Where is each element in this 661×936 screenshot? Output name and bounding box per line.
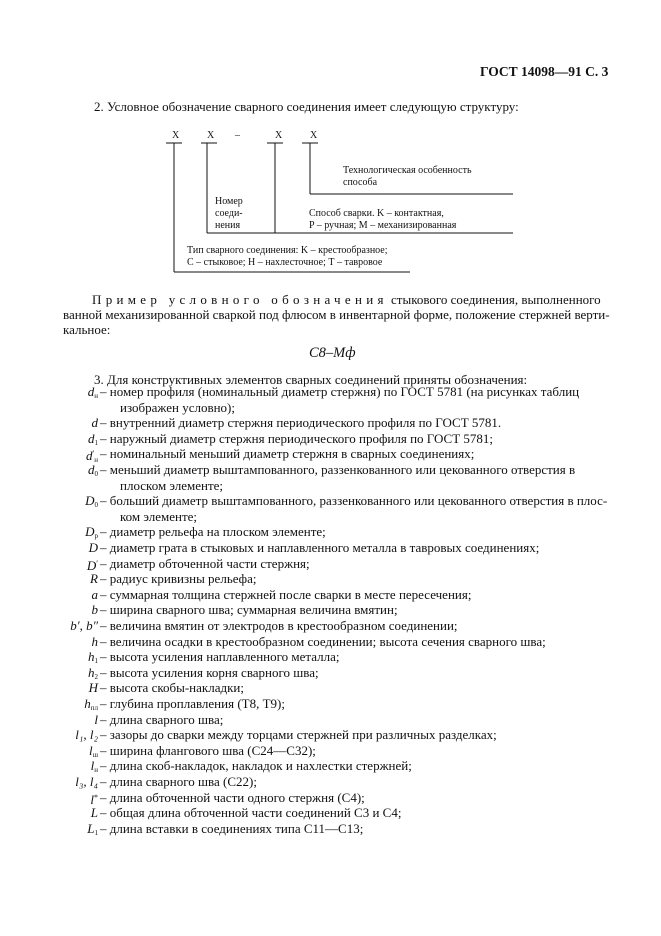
- symbol-letter: R: [90, 571, 98, 587]
- symbol-letter: d: [87, 384, 95, 399]
- example-lead: Пример условного обозначения: [92, 292, 388, 307]
- label-method-line1: Способ сварки. K – контактная,: [309, 208, 444, 219]
- symbol-letter: L: [90, 805, 98, 821]
- symbol-subscript: 0: [94, 470, 98, 478]
- symbol-letter: l: [90, 791, 94, 807]
- symbol-25: [87, 821, 98, 841]
- symbol-definition-6-0: – диаметр рельефа на плоском элементе;: [100, 524, 326, 540]
- label-tech-line2: способа: [343, 177, 378, 188]
- label-type-line2: С – стыковое; Н – нахлесточное; Т – тавровое: [187, 257, 383, 268]
- page-header: ГОСТ 14098—91 С. 3: [480, 64, 609, 79]
- symbol-subscript: н: [94, 456, 98, 465]
- symbol-23: [90, 790, 98, 807]
- symbol-letter: h: [84, 696, 91, 711]
- symbol-definition-9-0: – радиус кривизны рельефа;: [100, 571, 257, 587]
- symbol-definition-4-0: – меньший диаметр выштампованного, раззенкованного или цекованного отверстия в: [100, 462, 576, 477]
- symbol-definition-5-0: – больший диаметр выштампованного, раззенкованного или цекованного отверстия в плос-: [100, 493, 608, 509]
- label-method-line2: P – ручная; M – механизированная: [309, 220, 457, 231]
- section-2-intro: 2. Условное обозначение сварного соединения имеет следующую структуру:: [94, 99, 519, 114]
- symbol-letter: d: [88, 462, 95, 477]
- symbol-letter: l₁, l₂: [75, 727, 98, 743]
- symbol-4: [88, 462, 98, 482]
- symbol-definition-7-0: – диаметр грата в стыковых и наплавленного металла в тавровых соединениях;: [100, 540, 540, 555]
- symbol-19: [75, 727, 98, 742]
- label-number-line3: нения: [215, 220, 241, 231]
- symbol-13: [92, 634, 99, 649]
- symbol-definition-5-1: ком элементе;: [120, 508, 198, 524]
- symbol-definition-8-0: – диаметр обточенной части стержня;: [100, 555, 310, 571]
- symbol-11: [92, 602, 99, 617]
- symbol-subscript: 1: [94, 438, 98, 447]
- example-code: C8–Mф: [309, 345, 356, 361]
- symbol-definition-16-0: – высота скобы-накладки;: [100, 680, 244, 696]
- symbol-definition-19-0: – зазоры до сварки между торцами стержней при различных разделках;: [100, 727, 497, 743]
- symbol-letter: h: [88, 649, 95, 665]
- symbol-letter: d: [91, 415, 98, 431]
- label-type-line1: Тип сварного соединения: K – крестообразное;: [187, 245, 388, 256]
- symbol-definition-23-0: – длина обточенной части одного стержня (С4);: [100, 789, 365, 805]
- symbol-5: [85, 493, 98, 513]
- symbol-subscript: 1: [94, 657, 98, 666]
- symbol-definition-17-0: – глубина проплавления (Т8, Т9);: [100, 696, 285, 711]
- symbol-letter: L: [87, 820, 95, 836]
- symbol-definition-20-0: – ширина флангового шва (С24—С32);: [100, 742, 316, 758]
- x-mark-1: X: [172, 130, 180, 141]
- symbol-definition-11-0: – ширина сварного шва; суммарная величина вмятин;: [100, 602, 398, 618]
- symbol-22: [75, 774, 98, 789]
- symbol-definition-2-0: – наружный диаметр стержня периодического профиля по ГОСТ 5781;: [100, 430, 494, 446]
- symbol-letter: h: [91, 633, 98, 649]
- symbol-letter: D: [88, 540, 98, 555]
- symbol-definition-3-0: – номинальный меньший диаметр стержня в сварных соединениях;: [100, 446, 475, 462]
- symbol-definition-4-1: плоском элементе;: [120, 477, 224, 493]
- symbol-letter: l: [94, 711, 98, 727]
- symbol-definition-18-0: – длина сварного шва;: [100, 711, 224, 727]
- symbol-letter: l: [90, 758, 95, 774]
- x-mark-4: X: [310, 130, 318, 141]
- symbol-definition-15-0: – высота усиления корня сварного шва;: [100, 664, 319, 680]
- symbol-10: [92, 587, 99, 602]
- symbol-definition-21-0: – длина скоб-накладок, накладок и нахлестки стержней;: [100, 758, 412, 774]
- symbol-definition-25-0: – длина вставки в соединениях типа С11—С13;: [100, 820, 364, 836]
- label-number-line2: соеди-: [215, 208, 243, 219]
- symbol-subscript: н: [94, 392, 98, 400]
- symbol-letter: D: [85, 493, 95, 509]
- symbol-letter: D: [85, 524, 95, 540]
- symbol-letter: h: [88, 664, 95, 680]
- example-line-1-rest: стыкового соединения, выполненного: [391, 292, 601, 307]
- symbol-superscript: *: [94, 792, 98, 802]
- symbol-definition-13-0: – величина осадки в крестообразном соединении; высота сечения сварного шва;: [100, 633, 546, 649]
- symbol-definition-22-0: – длина сварного шва (С22);: [100, 774, 257, 789]
- x-mark-2: X: [207, 130, 215, 141]
- symbol-definition-24-0: – общая длина обточенной части соединений С3 и С4;: [100, 805, 402, 821]
- symbol-superscript: ′: [96, 558, 98, 568]
- symbol-definition-0-1: изображен условно);: [120, 399, 235, 415]
- symbol-letter: b′, b″: [70, 618, 98, 633]
- symbol-letter: D: [86, 557, 97, 573]
- label-tech-line1: Технологическая особенность: [343, 165, 472, 176]
- symbol-9: [90, 571, 98, 586]
- symbol-letter: l₃, l₄: [75, 774, 98, 789]
- symbol-18: [94, 712, 98, 727]
- label-number-line1: Номер: [215, 196, 243, 207]
- symbol-subscript: пл: [90, 704, 98, 712]
- symbol-letter: d: [88, 430, 95, 446]
- symbol-subscript: ш: [92, 750, 98, 759]
- symbol-letter: a: [91, 586, 98, 602]
- symbol-8: [87, 556, 98, 573]
- symbol-16: [89, 680, 98, 695]
- symbol-0: [88, 384, 98, 404]
- symbol-24: [91, 805, 98, 820]
- symbol-letter: H: [88, 680, 98, 696]
- symbol-definition-10-0: – суммарная толщина стержней после сварки в месте пересечения;: [100, 586, 472, 602]
- symbol-letter: d: [86, 448, 93, 464]
- symbol-subscript: 2: [94, 672, 98, 681]
- example-line-2: ванной механизированной сваркой под флюсом в инвентарной форме, положение стержней верти-: [63, 307, 610, 322]
- symbol-7: [89, 540, 98, 555]
- symbol-definition-12-0: – величина вмятин от электродов в крестообразном соединении;: [100, 618, 458, 633]
- symbol-1: [92, 415, 99, 430]
- symbol-subscript: н: [94, 766, 98, 775]
- symbol-letter: l: [88, 742, 93, 758]
- x-mark-3: X: [275, 130, 283, 141]
- dash-mark: –: [235, 130, 240, 141]
- symbol-12: [70, 618, 98, 633]
- symbol-definition-14-0: – высота усиления наплавленного металла;: [100, 649, 340, 665]
- symbol-superscript: ′: [92, 449, 95, 459]
- symbol-subscript: 1: [94, 828, 98, 837]
- symbol-subscript: 0: [94, 501, 98, 510]
- symbol-definition-1-0: – внутренний диаметр стержня периодического профиля по ГОСТ 5781.: [100, 415, 502, 431]
- symbol-letter: b: [91, 602, 98, 618]
- symbol-subscript: p: [94, 532, 98, 541]
- symbol-definition-0-0: – номер профиля (номинальный диаметр стержня) по ГОСТ 5781 (на рисунках таблиц: [100, 384, 580, 399]
- section-3-intro: 3. Для конструктивных элементов сварных соединений приняты обозначения:: [94, 372, 528, 387]
- example-line-3: кальное:: [63, 322, 111, 337]
- example-line-1: [92, 292, 601, 307]
